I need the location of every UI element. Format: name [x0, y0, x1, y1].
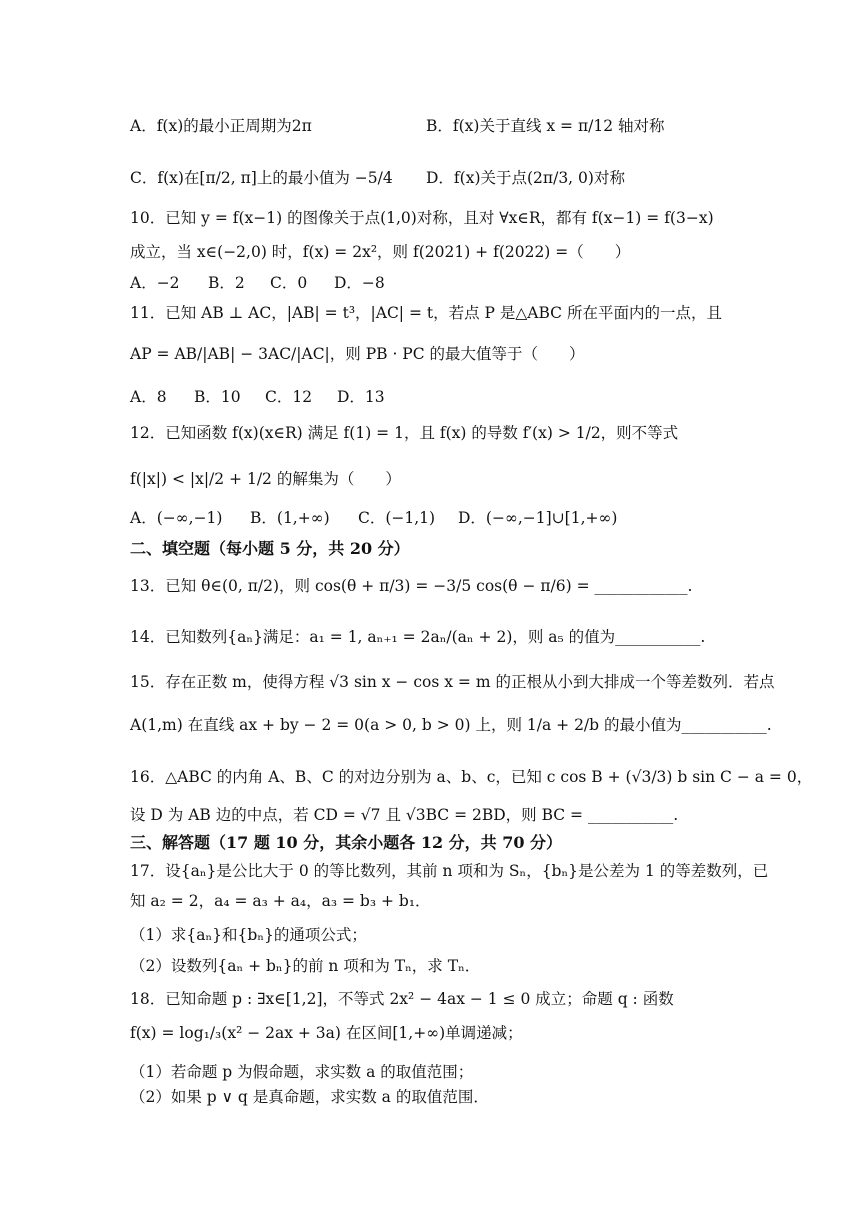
q11-option-c: C．12 [265, 388, 313, 406]
q10-option-d: D．−8 [334, 274, 385, 292]
q9-option-b: B．f(x)关于直线 x = π/12 轴对称 [426, 117, 665, 135]
q14: 14．已知数列{aₙ}满足：a₁ = 1, aₙ₊₁ = 2aₙ/(aₙ + 2)，则 a₅ 的值为___________. [130, 628, 706, 646]
q11-option-b: B．10 [194, 388, 241, 406]
q10-option-a: A．−2 [130, 274, 180, 292]
q18-line2: f(x) = log₁/₃(x² − 2ax + 3a) 在区间[1,+∞)单调递减； [130, 1024, 523, 1042]
q17-sub2: （2）设数列{aₙ + bₙ}的前 n 项和为 Tₙ，求 Tₙ． [130, 957, 481, 975]
q15-line2: A(1,m) 在直线 ax + by − 2 = 0(a > 0, b > 0) 上，则 1/a + 2/b 的最小值为___________. [130, 716, 772, 734]
q18-line1: 18．已知命题 p : ∃x∈[1,2]，不等式 2x² − 4ax − 1 ≤ 0 成立；命题 q : 函数 [130, 990, 674, 1008]
section-fill-in-heading: 二、填空题（每小题 5 分，共 20 分） [130, 539, 410, 558]
q17-sub1: （1）求{aₙ}和{bₙ}的通项公式； [130, 926, 367, 944]
q10-line1: 10．已知 y = f(x−1) 的图像关于点(1,0)对称，且对 ∀x∈R，都有 f(x−1) = f(3−x) [130, 209, 714, 227]
q12-option-c: C．(−1,1) [358, 509, 436, 527]
q10-line2: 成立，当 x∈(−2,0) 时，f(x) = 2x²，则 f(2021) + f(2022) =（ ） [130, 243, 631, 261]
q16-line1: 16．△ABC 的内角 A、B、C 的对边分别为 a、b、c，已知 c cos B + (√3/3) b sin C − a = 0， [130, 768, 813, 786]
section-answer-heading: 三、解答题（17 题 10 分，其余小题各 12 分，共 70 分） [130, 833, 563, 852]
q10-option-c: C．0 [270, 274, 308, 292]
q17-line2: 知 a₂ = 2，a₄ = a₃ + a₄，a₃ = b₃ + b₁． [130, 892, 431, 910]
q18-sub1: （1）若命题 p 为假命题，求实数 a 的取值范围； [130, 1063, 474, 1081]
q12-line2: f(|x|) < |x|/2 + 1/2 的解集为（ ） [130, 470, 401, 488]
q17-line1: 17．设{aₙ}是公比大于 0 的等比数列，其前 n 项和为 Sₙ，{bₙ}是公差为 1 的等差数列，已 [130, 862, 769, 880]
q11-line1: 11．已知 AB ⊥ AC，|AB| = t³，|AC| = t，若点 P 是△ABC 所在平面内的一点，且 [130, 304, 722, 322]
q9-option-d: D．f(x)关于点(2π/3, 0)对称 [426, 169, 625, 187]
q18-sub2: （2）如果 p ∨ q 是真命题，求实数 a 的取值范围． [130, 1088, 489, 1106]
q11-line2: AP = AB/|AB| − 3AC/|AC|，则 PB · PC 的最大值等于（ ） [130, 345, 585, 363]
q12-option-b: B．(1,+∞) [250, 509, 330, 527]
q13: 13．已知 θ∈(0, π/2)，则 cos(θ + π/3) = −3/5 cos(θ − π/6) = ____________. [130, 577, 693, 595]
q10-option-b: B．2 [208, 274, 245, 292]
q9-option-c: C．f(x)在[π/2, π]上的最小值为 −5/4 [130, 169, 393, 187]
q11-option-a: A．8 [130, 388, 167, 406]
q11-option-d: D．13 [337, 388, 385, 406]
q12-line1: 12．已知函数 f(x)(x∈R) 满足 f(1) = 1，且 f(x) 的导数 f′(x) > 1/2，则不等式 [130, 424, 679, 442]
q16-line2: 设 D 为 AB 边的中点，若 CD = √7 且 √3BC = 2BD，则 BC = ___________. [130, 806, 679, 824]
q12-option-d: D．(−∞,−1]∪[1,+∞) [458, 509, 618, 527]
q9-option-a: A．f(x)的最小正周期为2π [130, 117, 312, 135]
q15-line1: 15．存在正数 m，使得方程 √3 sin x − cos x = m 的正根从小到大排成一个等差数列．若点 [130, 673, 775, 691]
q12-option-a: A．(−∞,−1) [130, 509, 223, 527]
